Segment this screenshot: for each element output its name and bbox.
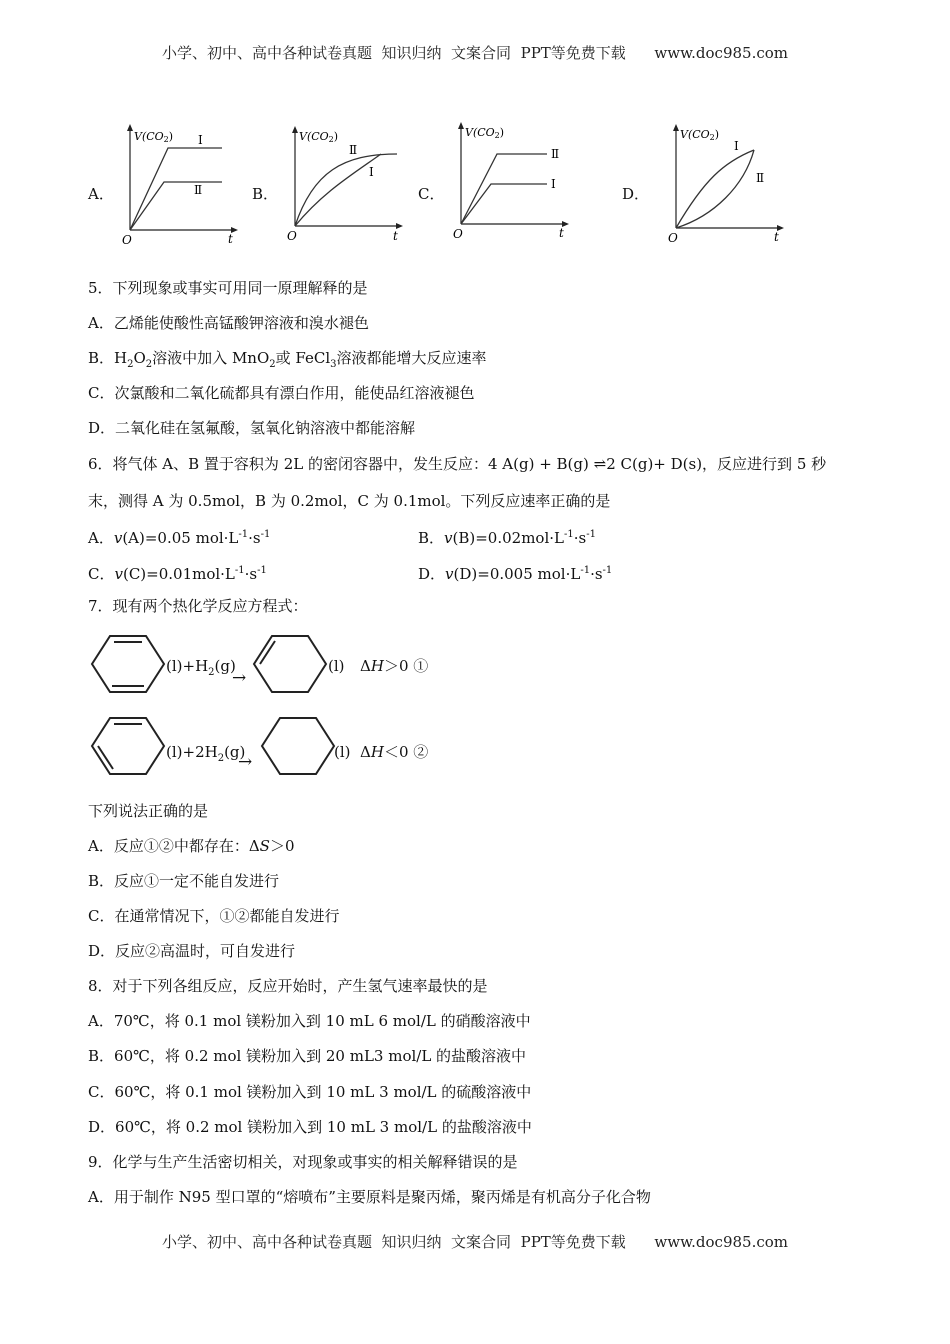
q5-b-s3: 2 — [269, 359, 276, 370]
graph-label-b: B． — [252, 185, 279, 203]
graph-c-origin: O — [453, 227, 463, 241]
q6-c-v: v — [114, 565, 123, 583]
graph-d-curve-1 — [676, 150, 754, 228]
r2-left-t2: (g) — [224, 743, 246, 761]
graph-label-a: A． — [88, 185, 114, 203]
q8-option-b: B．60℃，将 0.2 mol 镁粉加入到 20 mL3 mol/L 的盐酸溶液中 — [88, 1047, 527, 1065]
q6-b-t3: ·s — [573, 529, 587, 547]
q8-option-c: C．60℃，将 0.1 mol 镁粉加入到 10 mL 3 mol/L 的硫酸溶液中 — [88, 1083, 532, 1101]
reaction-2-left — [166, 742, 245, 769]
graph-a-y-arrow — [127, 124, 133, 131]
q5-option-a: A．乙烯能使酸性高锰酸钾溶液和溴水褪色 — [88, 314, 369, 332]
graph-c-y-label-main: V(CO — [465, 126, 495, 139]
reaction-1-left — [166, 656, 236, 683]
q8-stem: 8．对于下列各组反应，反应开始时，产生氢气速率最快的是 — [88, 977, 488, 995]
q6-option-a — [88, 525, 270, 548]
q9-stem: 9．化学与生产生活密切相关，对现象或事实的相关解释错误的是 — [88, 1153, 518, 1171]
graph-d-y-label-sub: 2 — [709, 133, 715, 142]
q8-option-a: A．70℃，将 0.1 mol 镁粉加入到 10 mL 6 mol/L 的硝酸溶液中 — [88, 1012, 531, 1030]
graph-c-curve-2 — [461, 154, 547, 224]
q6-c-t3: ·s — [244, 565, 258, 583]
graph-a-origin: O — [122, 233, 132, 247]
q6-d-s1: -1 — [580, 565, 591, 576]
header-text: 小学、初中、高中各种试卷真题 知识归纳 文案合同 PPT等免费下载 — [161, 44, 626, 62]
graph-a-curve-2 — [130, 182, 222, 230]
ring-2 — [254, 636, 326, 692]
q6-d-v: v — [445, 565, 454, 583]
r2-dh-h: H — [370, 743, 384, 761]
q5-b-t2: O — [133, 349, 146, 367]
graph-c-y-arrow — [458, 122, 464, 129]
graph-b-origin: O — [287, 229, 297, 243]
graph-a — [118, 122, 248, 247]
q5-b-s1: 2 — [127, 359, 134, 370]
q6-b-s1: -1 — [564, 529, 574, 540]
page-footer — [0, 1231, 950, 1252]
q6-stem-line2: 末，测得 A 为 0.5mol，B 为 0.2mol，C 为 0.1mol。下列反应速率正确的是 — [88, 492, 611, 510]
q6-d-t2: (D)=0.005 mol·L — [453, 565, 581, 583]
q5-b-t4: 或 FeCl — [275, 349, 331, 367]
q6-a-t2: (A)=0.05 mol·L — [122, 529, 239, 547]
r2-left-s: 2 — [217, 753, 225, 764]
cyclohexadiene-1-3-structure — [88, 632, 170, 696]
cyclohexene-structure — [250, 632, 332, 696]
graph-label-c: C． — [418, 185, 445, 203]
q7-option-a — [88, 836, 295, 856]
graph-a-y-label-sub: 2 — [163, 135, 169, 144]
q7-a-s: S — [259, 837, 270, 855]
reaction-2-arrow: → — [238, 752, 253, 772]
reaction-2-dh — [360, 742, 428, 762]
q5-b-s2: 2 — [145, 359, 153, 370]
q7-ask: 下列说法正确的是 — [88, 802, 209, 820]
reaction-1-arrow: → — [232, 668, 247, 688]
q6-option-b — [418, 525, 596, 548]
graph-c-y-label-close: ) — [499, 126, 505, 139]
q5-b-t1: B．H — [88, 349, 128, 367]
graph-d-x-label: t — [774, 230, 779, 244]
q6-b-v: v — [444, 529, 453, 547]
graph-b-curve-2 — [295, 154, 397, 226]
q7-a-t2: ＞0 — [269, 837, 295, 855]
q5-option-d: D．二氧化硅在氢氟酸，氢氧化钠溶液中都能溶解 — [88, 419, 416, 437]
graph-d-y-label-main: V(CO — [680, 128, 710, 141]
graph-a-curve-1 — [130, 148, 222, 230]
reaction-2-right: (l) — [334, 743, 351, 761]
graph-b-label-1: Ⅰ — [369, 165, 374, 179]
q5-option-b — [88, 348, 487, 375]
header-site: www.doc985.com — [654, 44, 788, 62]
reaction-1-dh — [360, 656, 428, 676]
q9-option-a: A．用于制作 N95 型口罩的“熔喷布”主要原料是聚丙烯，聚丙烯是有机高分子化合物 — [88, 1188, 651, 1206]
r1-left-s: 2 — [208, 667, 215, 678]
q5-b-s4: 3 — [330, 359, 337, 370]
graph-b-y-label-sub: 2 — [328, 135, 334, 144]
ring-3 — [92, 718, 164, 774]
r2-left-t1: (l)+2H — [166, 743, 218, 761]
q6-d-t1: D． — [418, 565, 446, 583]
graph-c-y-label-sub: 2 — [494, 131, 500, 140]
page-header — [0, 42, 950, 63]
q6-a-v: v — [113, 529, 123, 547]
graph-b-x-label: t — [393, 229, 398, 243]
graph-a-y-label-close: ) — [168, 130, 174, 143]
q7-option-b: B．反应①一定不能自发进行 — [88, 872, 280, 890]
q7-option-d: D．反应②高温时，可自发进行 — [88, 942, 296, 960]
q6-a-s1: -1 — [238, 529, 249, 540]
footer-text: 小学、初中、高中各种试卷真题 知识归纳 文案合同 PPT等免费下载 — [161, 1233, 626, 1251]
graph-d-curve-2 — [676, 150, 754, 228]
graph-label-d: D． — [622, 185, 650, 203]
graph-b — [283, 122, 413, 247]
graph-d — [664, 120, 794, 245]
cyclohexane-structure — [258, 714, 340, 778]
r1-dh-t2: ＞0 ① — [383, 657, 429, 675]
r1-left-t2: (g) — [214, 657, 236, 675]
ring-4 — [262, 718, 334, 774]
q6-option-d — [418, 561, 612, 584]
q6-a-s2: -1 — [260, 529, 271, 540]
q6-c-s2: -1 — [257, 565, 267, 576]
q6-d-t3: ·s — [590, 565, 603, 583]
graph-d-y-label-close: ) — [714, 128, 720, 141]
graph-b-y-label — [299, 130, 338, 144]
q7-stem: 7．现有两个热化学反应方程式： — [88, 597, 308, 615]
q6-a-t3: ·s — [248, 529, 261, 547]
graph-d-y-arrow — [673, 124, 679, 131]
r1-left-t1: (l)+H — [166, 657, 209, 675]
reaction-1-right: (l) — [328, 657, 345, 675]
footer-site: www.doc985.com — [654, 1233, 788, 1251]
q6-c-s1: -1 — [234, 565, 245, 576]
q6-b-s2: -1 — [586, 529, 596, 540]
graph-d-origin: O — [668, 231, 678, 245]
q5-option-c: C．次氯酸和二氧化硫都具有漂白作用，能使品红溶液褪色 — [88, 384, 475, 402]
graph-a-y-label — [134, 130, 173, 144]
graph-d-label-2: Ⅱ — [756, 171, 765, 185]
q6-a-t1: A． — [88, 529, 114, 547]
q6-b-t2: (B)=0.02mol·L — [452, 529, 564, 547]
r2-dh-t1: Δ — [360, 743, 371, 761]
q7-a-t1: A．反应①②中都存在：Δ — [88, 837, 260, 855]
graph-b-label-2: Ⅱ — [349, 143, 358, 157]
q6-stem-line1: 6．将气体 A、B 置于容积为 2L 的密闭容器中，发生反应：4 A(g) + B(g) ⇌2 C(g)+ D(s)，反应进行到 5 秒 — [88, 455, 827, 473]
graph-a-label-1: Ⅰ — [198, 133, 203, 147]
q5-b-t3: 溶液中加入 MnO — [152, 349, 270, 367]
q6-b-t1: B． — [418, 529, 445, 547]
r1-dh-h: H — [370, 657, 384, 675]
graph-a-x-label: t — [228, 232, 233, 246]
r1-dh-t1: Δ — [360, 657, 371, 675]
graph-d-label-1: Ⅰ — [734, 139, 739, 153]
q6-c-t2: (C)=0.01mol·L — [122, 565, 235, 583]
graph-a-label-2: Ⅱ — [194, 183, 203, 197]
q5-b-t5: 溶液都能增大反应速率 — [336, 349, 487, 367]
graph-b-y-label-main: V(CO — [299, 130, 329, 143]
graph-b-y-label-close: ) — [333, 130, 339, 143]
r2-dh-t2: ＜0 ② — [383, 743, 429, 761]
graph-c-label-2: Ⅱ — [551, 147, 560, 161]
graph-c — [449, 118, 579, 243]
q7-option-c: C．在通常情况下，①②都能自发进行 — [88, 907, 340, 925]
graph-a-y-label-main: V(CO — [134, 130, 164, 143]
q5-stem: 5．下列现象或事实可用同一原理解释的是 — [88, 279, 368, 297]
cyclohexadiene-structure-2 — [88, 714, 170, 778]
q8-option-d: D．60℃，将 0.2 mol 镁粉加入到 10 mL 3 mol/L 的盐酸溶液中 — [88, 1118, 532, 1136]
graph-b-y-arrow — [292, 126, 298, 133]
q6-d-s2: -1 — [602, 565, 613, 576]
graph-d-y-label — [680, 128, 719, 142]
q6-option-c — [88, 561, 267, 584]
graph-c-label-1: Ⅰ — [551, 177, 556, 191]
q6-c-t1: C． — [88, 565, 115, 583]
graph-c-curve-1 — [461, 184, 547, 224]
ring-1a — [92, 636, 164, 692]
graph-c-x-label: t — [559, 226, 564, 240]
graph-c-y-label — [465, 126, 504, 140]
